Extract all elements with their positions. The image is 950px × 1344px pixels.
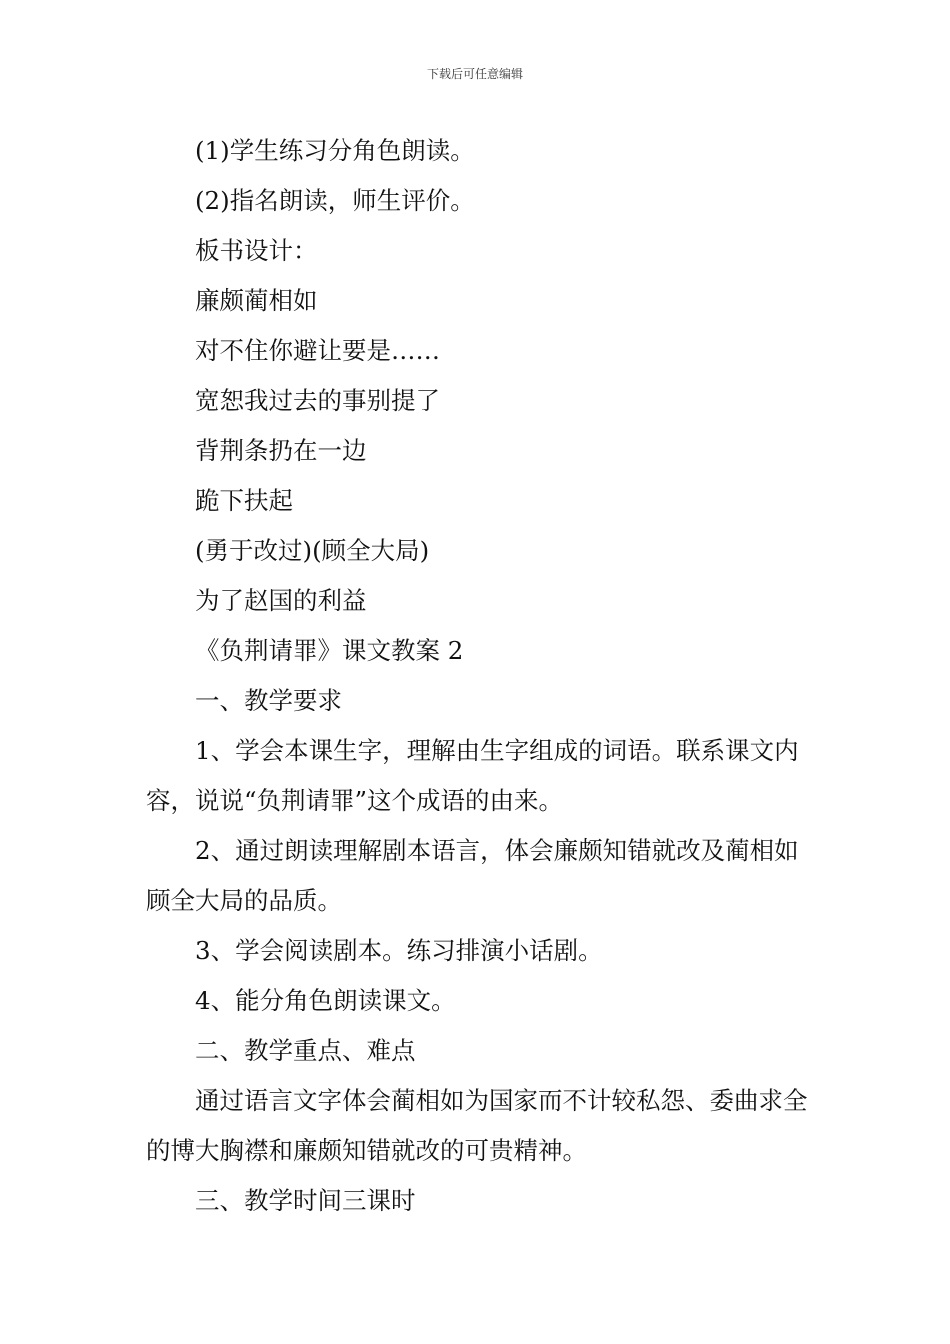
paragraph: 廉颇蔺相如	[195, 286, 318, 315]
section-heading: 三、教学时间三课时	[195, 1186, 416, 1215]
page-header: 下载后可任意编辑	[426, 67, 523, 81]
paragraph: 板书设计：	[195, 236, 318, 265]
paragraph: 2、通过朗读理解剧本语言，体会廉颇知错就改及蔺相如顾全大局的品质。	[146, 836, 799, 915]
section-heading: 一、教学要求	[195, 686, 342, 715]
paragraph: 宽恕我过去的事别提了	[195, 386, 440, 415]
paragraph: 为了赵国的利益	[195, 586, 367, 615]
paragraph: 1、学会本课生字，理解由生字组成的词语。联系课文内容，说说“负荆请罪”这个成语的由来。	[146, 736, 799, 815]
section-title: 《负荆请罪》课文教案 2	[195, 636, 464, 665]
paragraph: 4、能分角色朗读课文。	[195, 986, 456, 1015]
paragraph: 背荆条扔在一边	[195, 436, 367, 465]
document-body	[146, 126, 810, 1226]
paragraph: (勇于改过)(顾全大局)	[195, 536, 430, 565]
paragraph: 3、学会阅读剧本。练习排演小话剧。	[195, 936, 603, 965]
paragraph: 跪下扶起	[195, 486, 293, 515]
paragraph: 通过语言文字体会蔺相如为国家而不计较私怨、委曲求全的博大胸襟和廉颇知错就改的可贵精神。	[146, 1086, 808, 1165]
section-heading: 二、教学重点、难点	[195, 1036, 416, 1065]
paragraph: 对不住你避让要是……	[195, 336, 440, 365]
paragraph: (1)学生练习分角色朗读。	[195, 136, 475, 165]
paragraph: (2)指名朗读，师生评价。	[195, 186, 475, 215]
